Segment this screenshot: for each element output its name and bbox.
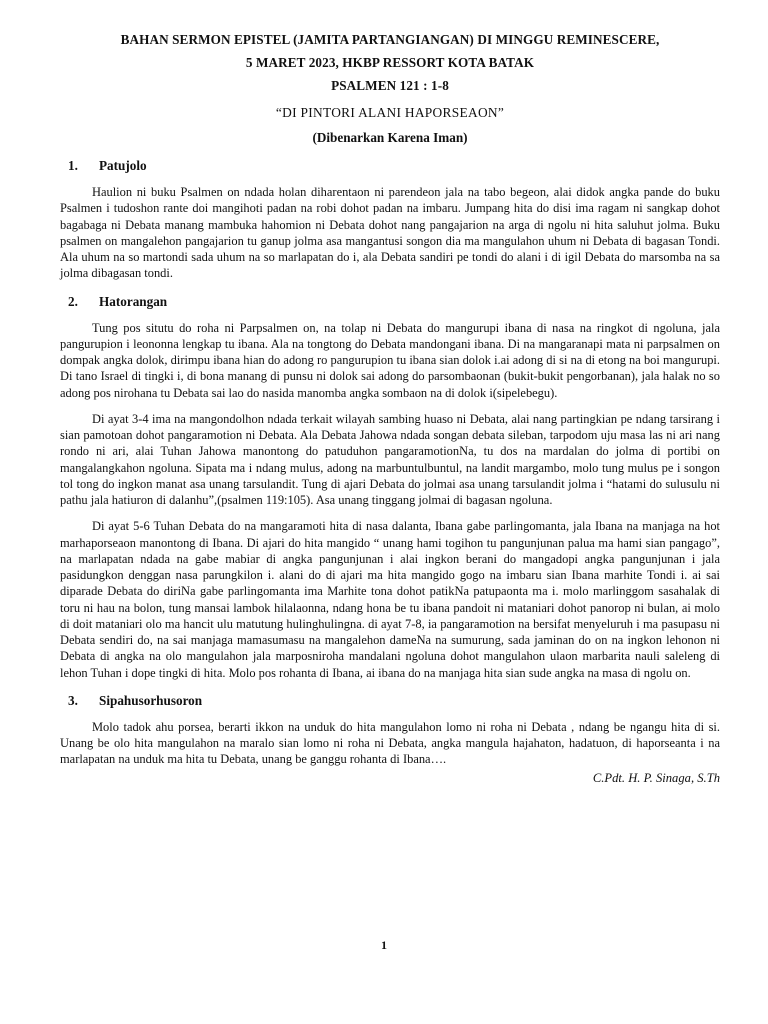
section-title: Patujolo: [99, 158, 147, 173]
section-title: Hatorangan: [99, 293, 168, 309]
paragraph: Di ayat 5-6 Tuhan Debata do na mangaramoti hita di nasa dalanta, Ibana gabe parlingomanta, jala Ibana na manjaga na hot marhaporseaon manontong di Ibana. Di ajari do hita mangido “ unang hami togihon tu pangunjunan palua ma hami sian pangago”, na marlapatan ndada na gabe mabiar di angka pangunjunan i alai ingkon berani do mangadopi angka pangunjunan i jala pasidungkon denggan nasa parungkilon i. alani do di ajari ma hita mangido gogo na imbaru sian Ibana marhite Tondi i. ai sai diparade Debata do diriNa gabe parlingomanta ima Marhite tona dohot patikNa patupaonta ma i. molo marlinggom sasahalak di toru ni hau na bolon, tung mansai lambok hilalaonna, ndang hona be tu ibana pandoit ni mataniari dohot panorop ni bulan, ai molo di doit mataniari olo ma hancit ulu matutung hulinghulingna. di ayat 7-8, ia pangaramotion na bersifat menyeluruh i ma pasupasu ni Debata sendiri do, na sai manjaga mamasumasu na mangalehon dameNa na sumurung, sada jaminan do on na ingkon lehonon ni Debata di angka na olo mangulahon jala marposniroha mandalani ngoluna dohot mangulahon ulaon marbarita nauli saleleng di lehon Tuhan i dope tingki di hita. Molo pos rohanta di Ibana, ai ibana do na manjaga hita sian sude angka na masa di ngolu on.: [60, 519, 720, 680]
header-line-3: PSALMEN 121 : 1-8: [331, 78, 449, 93]
section-heading-patujolo: [68, 158, 720, 174]
section-heading-hatorangan: [68, 294, 720, 310]
paragraph: Tung pos situtu do roha ni Parpsalmen on, na tolap ni Debata do mangurupi ibana di nasa na ringkot di ngoluna, jala pangurupion i leononna lengkap tu ibana. Ala na tongtong do Debata mandongani ibana. Di na mangaranapi mata ni parpsalmen on dompak angka dolok, dirimpu ibana hian do adong ro pangurupion tu ibana sian dolok i.ai adong di si na di etong na boi mangurupi. Di tano Israel di tingki i, di bona manang di punsu ni dolok sai adong do parsombaonan (bukit-bukit pengorbanan), jala halak no so adong pos nirohana tu Debata sai lao do nasida manomba angka sombaon na di dolok i(sipelebegu).: [60, 320, 720, 400]
author-signature: C.Pdt. H. P. Sinaga, S.Th: [592, 770, 720, 785]
section-title: Sipahusorhusoron: [99, 692, 203, 708]
page-number: 1: [381, 938, 387, 952]
header-line-2: 5 MARET 2023, HKBP RESSORT KOTA BATAK: [245, 55, 535, 70]
header-line-1: BAHAN SERMON EPISTEL (JAMITA PARTANGIANGAN) DI MINGGU REMINESCERE,: [120, 32, 660, 47]
paragraph: Molo tadok ahu porsea, berarti ikkon na unduk do hita mangulahon lomo ni roha ni Debata , ndang be ngangu hita di si. Unang be olo hita mangulahon na maralo sian lomo ni roha ni Debata, angka mangula hajahaton, hadatuon, di haporseanta i na marlapatan na unduk ma hita tu Debata, unang be ganggu rohanta di Ibana….: [60, 719, 720, 767]
sermon-title: “DI PINTORI ALANI HAPORSEAON”: [275, 105, 505, 120]
section-number: 1.: [68, 158, 78, 173]
section-heading-sipahusorhusoron: [68, 693, 720, 709]
paragraph: Di ayat 3-4 ima na mangondolhon ndada terkait wilayah sambing huaso ni Debata, alai nang partingkian pe ndang tarsirang i sian pamotoan dohot pangaramotion ni Debata. Ala Debata Jahowa ndada songan debata sileban, tarpodom uju masa las ni ari nang rondo ni ari, alai Tuhan Jahowa manontong do patuduhon pangaramotionNa, tu dos na mardalan do jolma di portibi on mangalangkahon ngoluna. Sipata ma i ndang mulus, adong na marbuntulbuntul, na landit margambo, molo tung mulus pe i songon tol tong do ingkon manat asa unang tarsulandit. Tung di ajari Debata do jolmai asa unang tarsulandit jolma i “hatami do sulusulu ni pathu jala hatiuron di dalanhu”,(psalmen 119:105). Asa unang tinggang jolmai di bagasan ngoluna.: [60, 411, 720, 507]
section-number: 3.: [68, 692, 78, 708]
sermon-subtitle: (Dibenarkan Karena Iman): [312, 130, 468, 145]
section-number: 2.: [68, 293, 78, 309]
paragraph: Haulion ni buku Psalmen on ndada holan diharentaon ni parendeon jala na tabo begeon, alai didok angka pande do buku Psalmen i tudoshon rante doi mangihoti padan na robi dohot padan na imbaru. Jumpang hita do disi ima ragam ni sangkap dohot bagabaga ni Debata manang mambuka hahomion ni Debata dohot nang pangajarion na arga di ngolu ni hita saluhut jolma. Buku psalmen on mangalehon pangajarion tu ganup jolma asa mangantusi songon dia ma mangulahon uhum ni Debata di bagasan Tondi. Ala uhum na so martondi sada uhum na so marlapatan do i, ala Debata sandiri pe tondi do alani i di igil Debata do marsomba na sa jolma dibagasan tondi.: [60, 185, 720, 281]
